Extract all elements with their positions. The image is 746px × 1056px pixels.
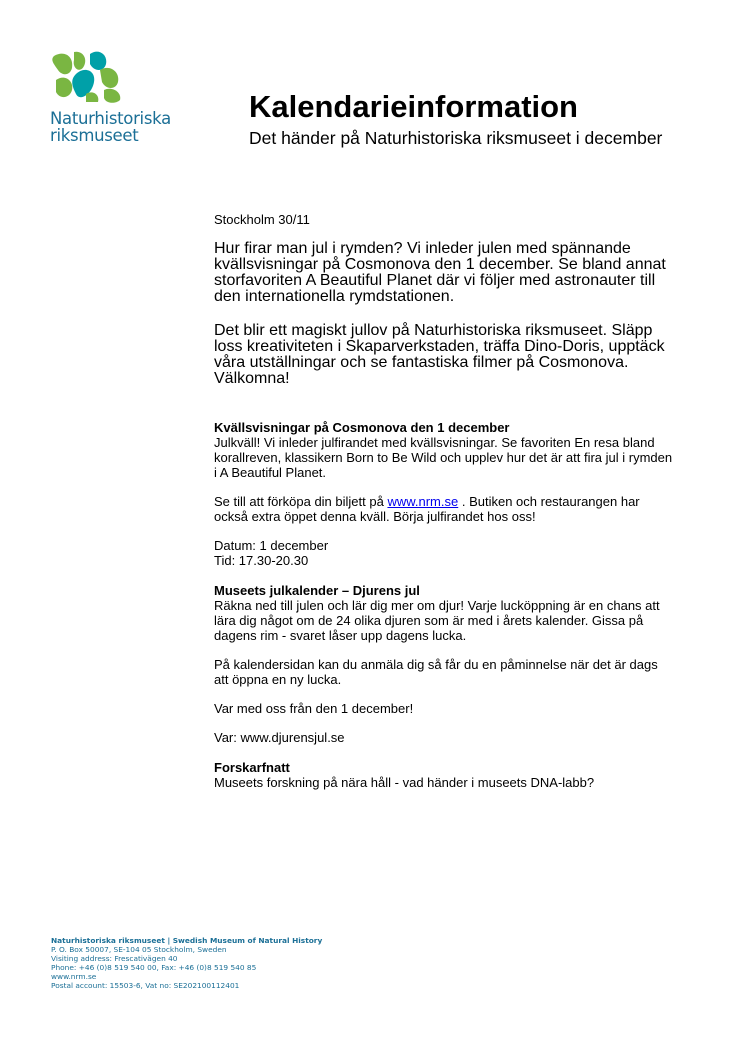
document-footer (51, 936, 451, 990)
section-title: Forskarfnatt (214, 760, 290, 775)
ticket-text-before: Se till att förköpa din biljett på (214, 494, 388, 509)
event-time: Tid: 17.30-20.30 (214, 553, 309, 568)
logo-text-line1: Naturhistoriska (50, 109, 171, 128)
section-julkalender (214, 584, 674, 745)
logo-text-line2: riksmuseet (50, 126, 139, 145)
section-forskarfnatt (214, 761, 674, 790)
section-paragraph: Museets forskning på nära håll - vad händer i museets DNA-labb? (214, 775, 595, 790)
section-title: Kvällsvisningar på Cosmonova den 1 december (214, 420, 510, 435)
footer-title: Naturhistoriska riksmuseet | Swedish Museum of Natural History (51, 936, 323, 945)
museum-logo (50, 50, 170, 144)
page-subtitle: Det händer på Naturhistoriska riksmuseet i december (249, 128, 663, 148)
section-paragraph: Var med oss från den 1 december! (214, 701, 414, 716)
ticket-text-after: . Butiken och restaurangen har också extra öppet denna kväll. Börja julfirandet hos oss! (214, 494, 640, 524)
logo-mark-icon (50, 50, 126, 104)
footer-phone: Phone: +46 (0)8 519 540 00, Fax: +46 (0)8 519 540 85 (51, 963, 257, 972)
section-cosmonova (214, 421, 674, 568)
footer-visiting-address: Visiting address: Frescativägen 40 (51, 954, 178, 963)
lead-paragraph-1: Hur firar man jul i rymden? Vi inleder julen med spännande kvällsvisningar på Cosmonova den 1 december. Se bland annat storfavoriten A Beautiful Planet där vi följer med astronauter till den internationella rymdstationen. (214, 240, 666, 305)
section-paragraph: Julkväll! Vi inleder julfirandet med kvällsvisningar. Se favoriten En resa bland korallreven, klassikern Born to Be Wild och upplev hur det är att fira jul i rymden i A Beautiful Planet. (214, 435, 673, 480)
lead-paragraph-2: Det blir ett magiskt jullov på Naturhistoriska riksmuseet. Släpp loss kreativiteten i Skaparverkstaden, träffa Dino-Doris, upptäck våra utställningar och se fantastiska filmer på Cosmonova. Välkomna! (214, 322, 665, 387)
document-header (249, 88, 689, 149)
footer-website: www.nrm.se (51, 972, 97, 981)
dateline: Stockholm 30/11 (214, 212, 310, 227)
page-title: Kalendarieinformation (249, 89, 578, 124)
footer-address: P. O. Box 50007, SE-104 05 Stockholm, Sweden (51, 945, 227, 954)
section-paragraph: På kalendersidan kan du anmäla dig så får du en påminnelse när det är dags att öppna en ny lucka. (214, 657, 658, 687)
event-date: Datum: 1 december (214, 538, 329, 553)
section-paragraph-ticket (214, 494, 674, 524)
section-paragraph: Var: www.djurensjul.se (214, 730, 345, 745)
footer-postal-account: Postal account: 15503-6, Vat no: SE202100112401 (51, 981, 240, 990)
document-body (214, 212, 674, 806)
section-paragraph: Räkna ned till julen och lär dig mer om djur! Varje lucköppning är en chans att lära dig något om de 24 olika djuren som är med i årets kalender. Gissa på dagens rim - svaret låser upp dagens lucka. (214, 598, 660, 643)
nrm-link[interactable]: www.nrm.se (387, 494, 459, 509)
section-title: Museets julkalender – Djurens jul (214, 583, 420, 598)
